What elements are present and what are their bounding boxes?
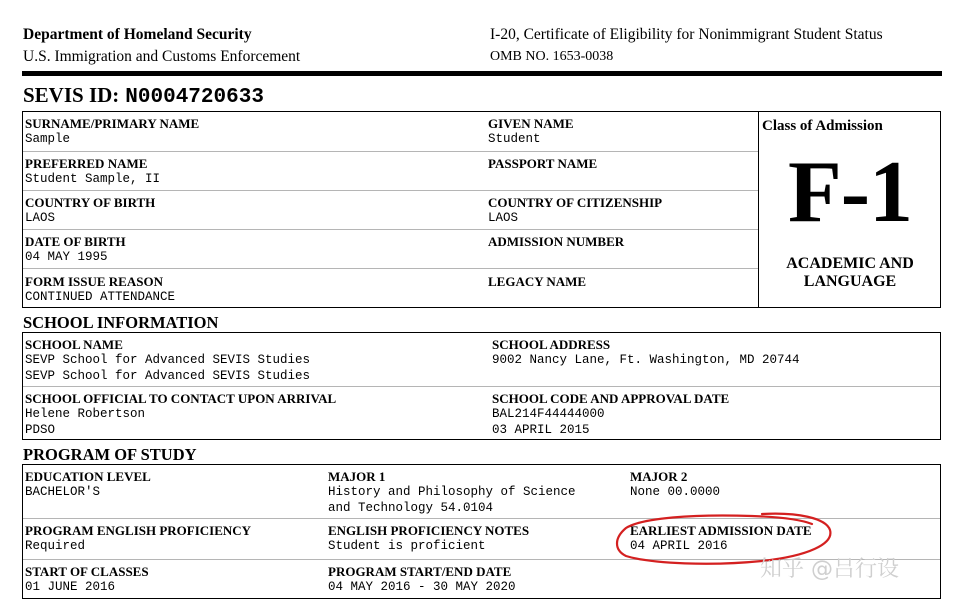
class-desc-line: ACADEMIC AND: [786, 255, 914, 272]
field-label: SCHOOL OFFICIAL TO CONTACT UPON ARRIVAL: [25, 391, 337, 406]
sevis-id: [23, 81, 264, 112]
field-label: LEGACY NAME: [488, 274, 587, 289]
class-of-admission-divider: [758, 111, 759, 308]
field-label: GIVEN NAME: [488, 116, 574, 131]
field-label: DATE OF BIRTH: [25, 234, 126, 249]
field-label: ENGLISH PROFICIENCY NOTES: [328, 523, 530, 538]
field-label: PREFERRED NAME: [25, 156, 148, 171]
field-value: 04 APRIL 2016: [630, 539, 728, 553]
school-official-field: [25, 391, 336, 438]
field-value: Required: [25, 539, 86, 553]
row-separator: [23, 268, 758, 269]
field-label: MAJOR 2: [630, 469, 688, 484]
surname-field: [25, 116, 199, 148]
omb-number: OMB NO. 1653-0038: [490, 49, 614, 64]
english-notes-field: [328, 523, 529, 555]
date-of-birth-field: [25, 234, 126, 266]
field-label: COUNTRY OF CITIZENSHIP: [488, 195, 663, 210]
given-name-field: [488, 116, 574, 148]
field-value: 01 JUNE 2016: [25, 580, 116, 594]
field-value: 04 MAY 1995: [25, 250, 108, 264]
school-name-field: [25, 337, 310, 384]
field-value: Student: [488, 132, 541, 146]
field-label: EDUCATION LEVEL: [25, 469, 151, 484]
field-value: PDSO: [25, 422, 56, 437]
field-label: ADMISSION NUMBER: [488, 234, 625, 249]
field-label: COUNTRY OF BIRTH: [25, 195, 156, 210]
class-of-admission-title: Class of Admission: [762, 118, 883, 134]
row-separator: [23, 151, 758, 152]
form-issue-reason-field: [25, 274, 175, 306]
legacy-name-field: [488, 274, 586, 290]
field-value: 9002 Nancy Lane, Ft. Washington, MD 20744: [492, 353, 800, 367]
field-label: SCHOOL ADDRESS: [492, 337, 611, 352]
field-label: PROGRAM ENGLISH PROFICIENCY: [25, 523, 252, 538]
field-value: None 00.0000: [630, 485, 721, 499]
sub-agency-name: U.S. Immigration and Customs Enforcement: [23, 48, 301, 65]
field-value: Sample: [25, 132, 71, 146]
field-label: SCHOOL CODE AND APPROVAL DATE: [492, 391, 730, 406]
field-value: and Technology 54.0104: [328, 500, 494, 515]
program-of-study-title: PROGRAM OF STUDY: [23, 445, 197, 464]
field-label: PROGRAM START/END DATE: [328, 564, 512, 579]
row-separator: [23, 229, 758, 230]
field-value: SEVP School for Advanced SEVIS Studies: [25, 368, 311, 383]
program-dates-field: [328, 564, 516, 596]
field-value: SEVP School for Advanced SEVIS Studies: [25, 353, 311, 367]
field-value: Student is proficient: [328, 539, 486, 553]
row-separator: [23, 190, 758, 191]
field-value: Helene Robertson: [25, 407, 146, 421]
header-left: [23, 24, 300, 68]
field-value: BACHELOR'S: [25, 485, 101, 499]
header-divider: [22, 71, 942, 76]
form-title: I-20, Certificate of Eligibility for Nonimmigrant Student Status: [490, 26, 883, 43]
school-code-field: [492, 391, 729, 438]
school-information-title: SCHOOL INFORMATION: [23, 313, 219, 332]
field-value: History and Philosophy of Science: [328, 485, 576, 499]
admission-number-field: [488, 234, 624, 250]
field-label: EARLIEST ADMISSION DATE: [630, 523, 812, 538]
field-label: PASSPORT NAME: [488, 156, 598, 171]
field-value: LAOS: [25, 211, 56, 225]
major-1-field: [328, 469, 576, 516]
passport-name-field: [488, 156, 597, 172]
field-label: START OF CLASSES: [25, 564, 149, 579]
field-value: LAOS: [488, 211, 519, 225]
field-label: SCHOOL NAME: [25, 337, 123, 352]
agency-name: Department of Homeland Security: [23, 26, 252, 43]
field-label: MAJOR 1: [328, 469, 386, 484]
school-address-field: [492, 337, 800, 369]
citizenship-field: [488, 195, 662, 227]
class-of-admission-code: F-1: [787, 144, 913, 241]
field-value: Student Sample, II: [25, 172, 161, 186]
watermark-text: 知乎 @吕行设: [760, 557, 899, 582]
start-of-classes-field: [25, 564, 149, 596]
education-level-field: [25, 469, 151, 501]
header-right: [490, 24, 883, 68]
major-2-field: [630, 469, 720, 501]
row-separator: [23, 386, 940, 387]
field-value: 03 APRIL 2015: [492, 422, 590, 437]
field-value: 04 MAY 2016 - 30 MAY 2020: [328, 580, 516, 594]
class-desc-line: LANGUAGE: [803, 273, 897, 290]
sevis-id-number: N0004720633: [125, 86, 264, 109]
sevis-id-label: SEVIS ID:: [23, 83, 120, 107]
country-of-birth-field: [25, 195, 155, 227]
field-label: FORM ISSUE REASON: [25, 274, 163, 289]
english-proficiency-field: [25, 523, 251, 555]
field-label: SURNAME/PRIMARY NAME: [25, 116, 200, 131]
field-value: CONTINUED ATTENDANCE: [25, 290, 176, 304]
class-of-admission-description: [760, 255, 940, 291]
field-value: BAL214F44444000: [492, 407, 605, 421]
preferred-name-field: [25, 156, 160, 188]
